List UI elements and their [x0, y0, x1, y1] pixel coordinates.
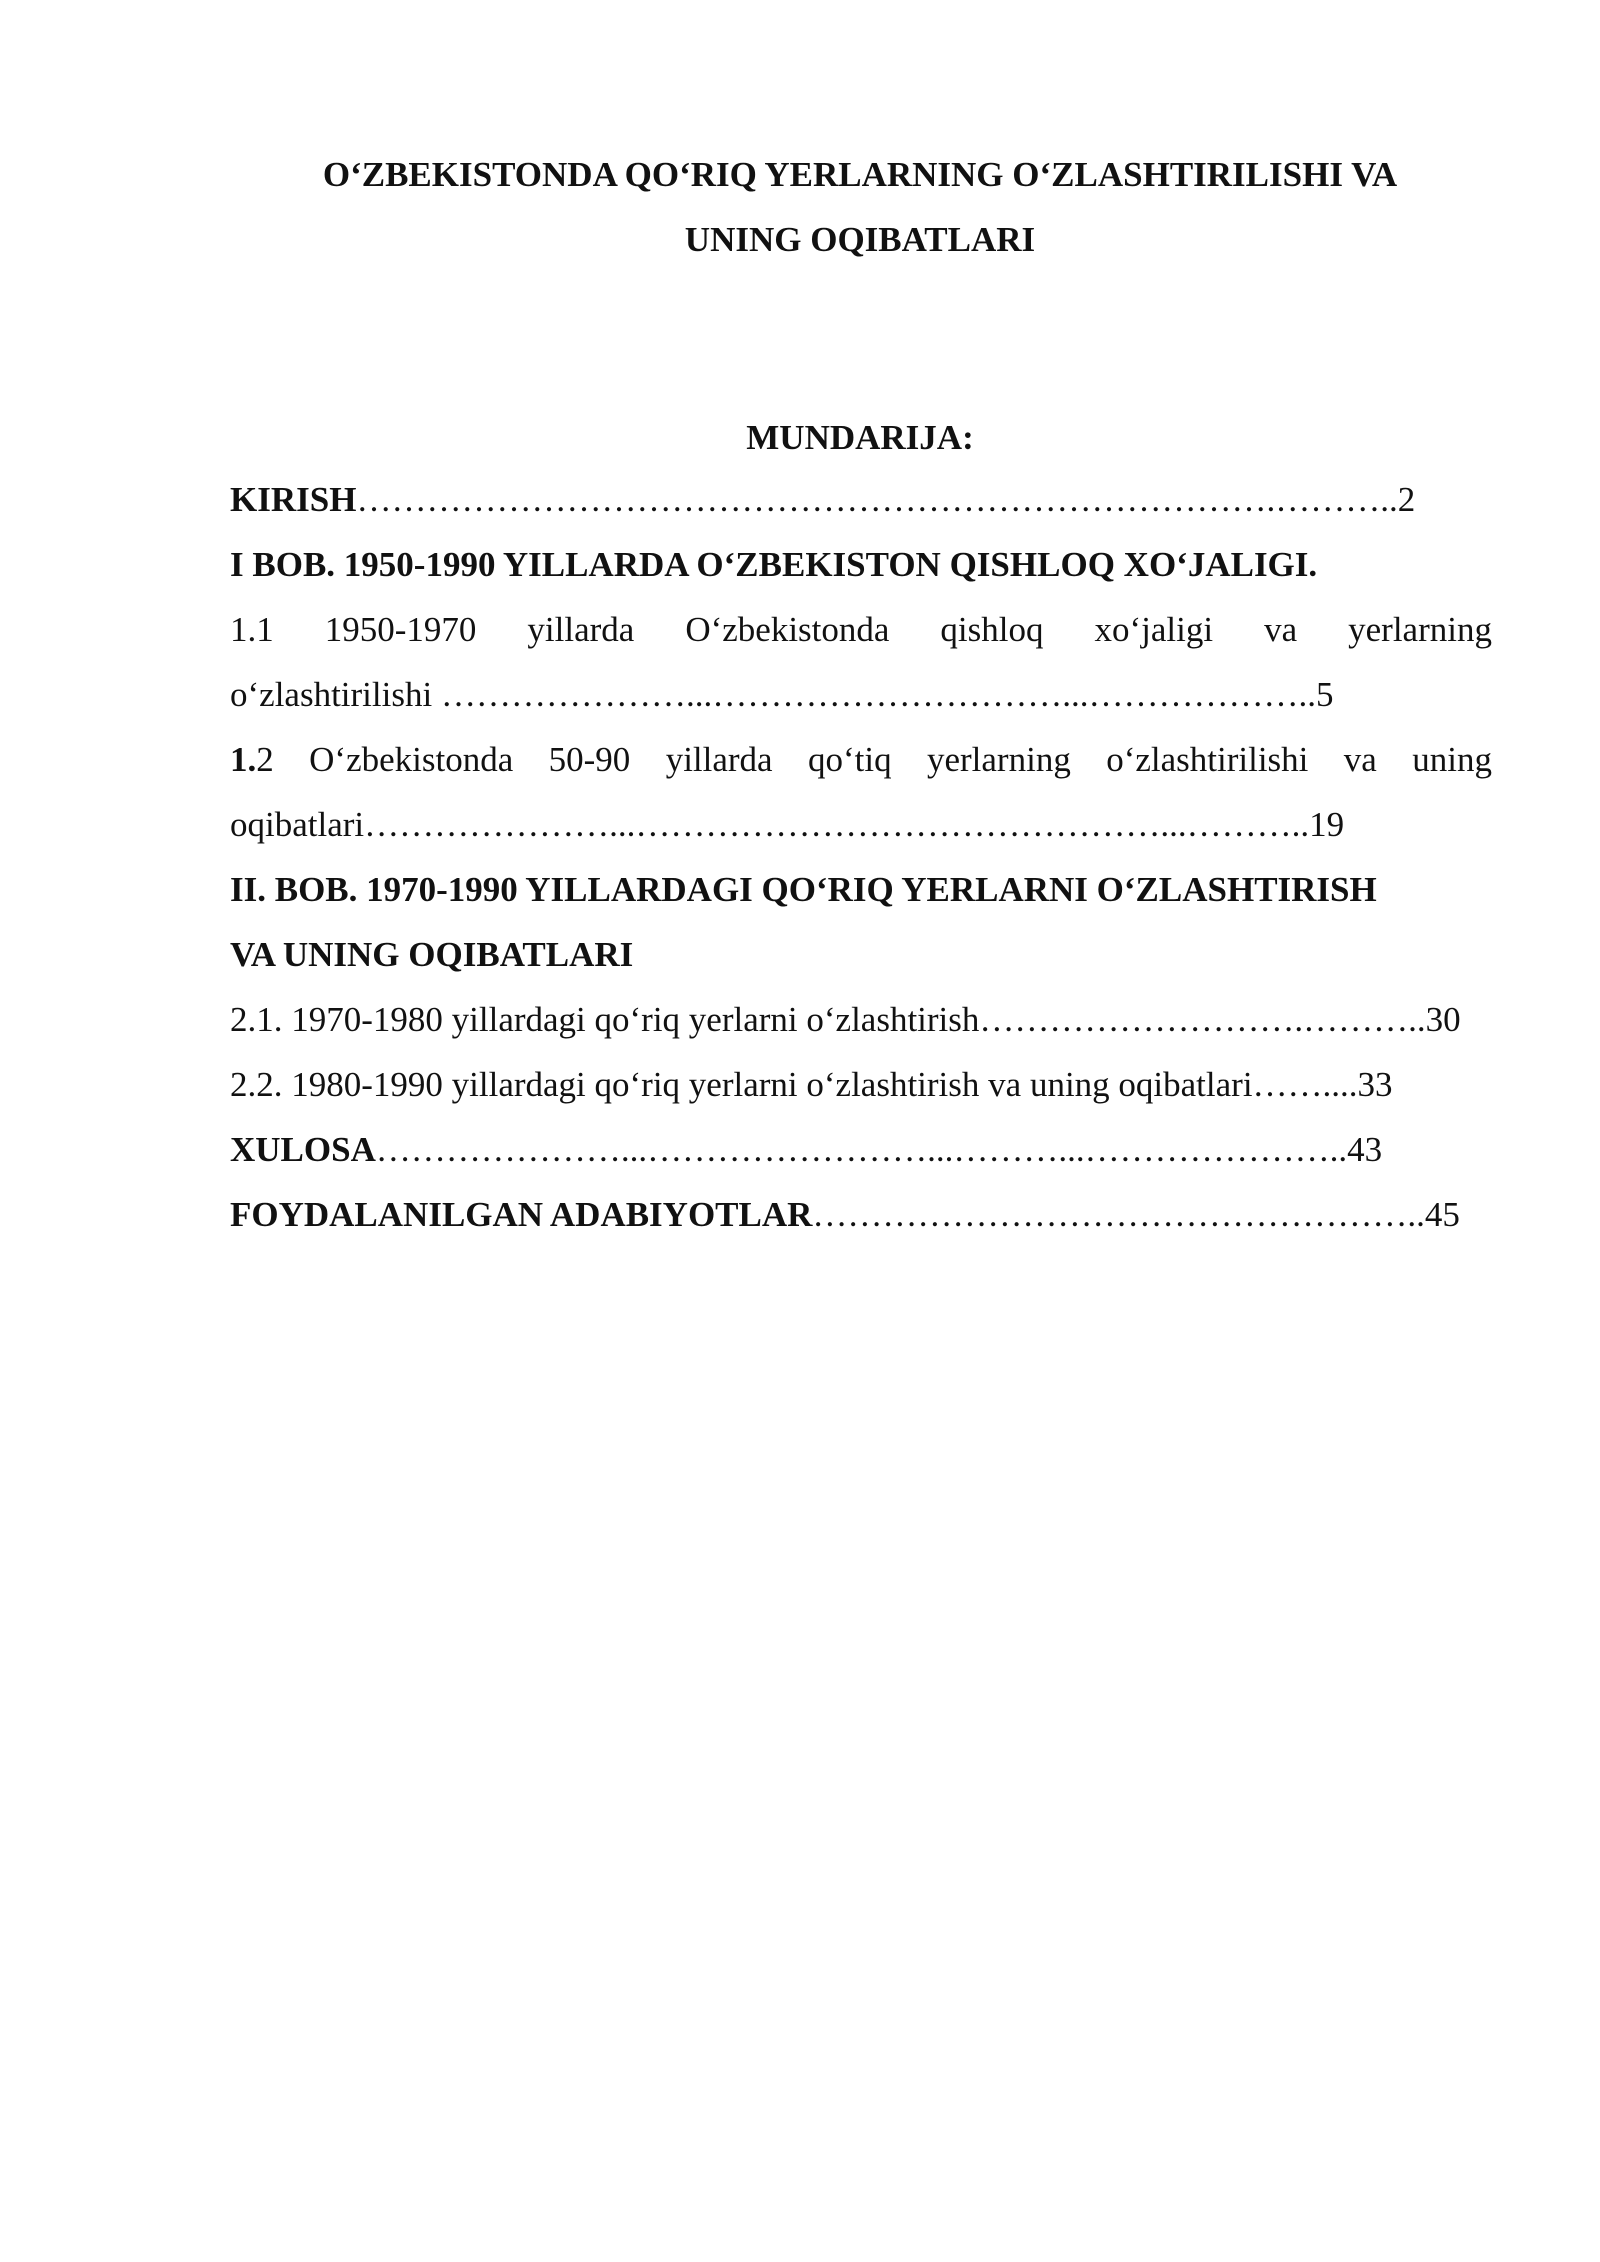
toc-word: yillarda	[527, 610, 635, 649]
toc-word: yerlarning	[926, 740, 1071, 779]
toc-label: KIRISH	[230, 480, 357, 519]
toc-leader-dots: ……....	[1252, 1065, 1358, 1104]
toc-word: qo‘tiq	[807, 740, 892, 779]
toc-page-number: 33	[1357, 1065, 1393, 1104]
toc-word: qishloq	[940, 610, 1044, 649]
toc-page-number: 43	[1347, 1130, 1383, 1169]
toc-page-number: 19	[1309, 805, 1345, 844]
toc-entry-2-2[interactable]	[230, 1052, 1492, 1117]
toc-chapter-label: I BOB. 1950-1990 YILLARDA O‘ZBEKISTON QISHLOQ XO‘JALIGI.	[230, 545, 1318, 584]
toc-label: FOYDALANILGAN ADABIYOTLAR	[230, 1195, 813, 1234]
toc-number-bold: 1.	[230, 740, 257, 779]
toc-word: va	[1264, 610, 1298, 649]
toc-entry-kirish[interactable]	[230, 467, 1492, 532]
toc-word: va	[1343, 740, 1377, 779]
toc-entry-1-2-line-1[interactable]	[230, 727, 1492, 792]
toc-entry-2-1[interactable]	[230, 987, 1492, 1052]
table-of-contents	[230, 467, 1492, 1247]
toc-page-number: 30	[1425, 1000, 1461, 1039]
toc-chapter-1[interactable]	[230, 532, 1492, 597]
toc-label: oqibatlari	[230, 805, 365, 844]
toc-number-rest: 2	[256, 740, 274, 779]
toc-heading: MUNDARIJA:	[746, 418, 974, 457]
toc-leader-dots: ……………………….………..	[979, 1000, 1426, 1039]
toc-leader-dots: ……………………………………………..	[812, 1195, 1425, 1234]
toc-leader-dots: …………………...……………………...………...…………………..	[375, 1130, 1348, 1169]
toc-leader-dots: …………………...………………………………………...………..	[364, 805, 1310, 844]
toc-label: 2.2. 1980-1990 yillardagi qo‘riq yerlarni o‘zlashtirish va uning oqibatlari	[230, 1065, 1253, 1104]
toc-entry-1-1-line-2[interactable]	[230, 662, 1492, 727]
toc-label: o‘zlashtirilishi	[230, 675, 433, 714]
toc-page-number: 45	[1424, 1195, 1460, 1234]
toc-chapter-2-line-1[interactable]	[230, 857, 1492, 922]
toc-word: 50-90	[548, 740, 631, 779]
toc-word: 1950-1970	[324, 610, 477, 649]
toc-entry-adabiyotlar[interactable]	[230, 1182, 1492, 1247]
title-line-2: UNING OQIBATLARI	[684, 220, 1036, 259]
toc-word: uning	[1412, 740, 1492, 779]
toc-word: O‘zbekistonda	[685, 610, 890, 649]
toc-entry-xulosa[interactable]	[230, 1117, 1492, 1182]
toc-leader-dots: …………………………………………………………………….………..	[356, 480, 1398, 519]
title-line-1: O‘ZBEKISTONDA QO‘RIQ YERLARNING O‘ZLASHTIRILISHI VA	[322, 155, 1398, 194]
toc-word: yillarda	[665, 740, 773, 779]
toc-label: XULOSA	[230, 1130, 376, 1169]
toc-word: o‘zlashtirilishi	[1106, 740, 1309, 779]
toc-chapter-label: VA UNING OQIBATLARI	[230, 935, 634, 974]
toc-page-number: 2	[1397, 480, 1416, 519]
document-title	[230, 142, 1490, 272]
toc-leader-dots: …………………...…………………………...………………..	[432, 675, 1316, 714]
toc-number	[230, 727, 274, 792]
toc-chapter-label: II. BOB. 1970-1990 YILLARDAGI QO‘RIQ YERLARNI O‘ZLASHTIRISH	[230, 870, 1377, 909]
toc-chapter-2-line-2[interactable]	[230, 922, 1492, 987]
toc-label: 2.1. 1970-1980 yillardagi qo‘riq yerlarni o‘zlashtirish	[230, 1000, 980, 1039]
toc-entry-1-1-line-1[interactable]	[230, 597, 1492, 662]
toc-word: yerlarning	[1348, 610, 1492, 649]
toc-page-number: 5	[1315, 675, 1334, 714]
toc-entry-1-2-line-2[interactable]	[230, 792, 1492, 857]
toc-word: O‘zbekistonda	[309, 740, 514, 779]
toc-word: 1.1	[230, 610, 274, 649]
toc-word: xo‘jaligi	[1094, 610, 1214, 649]
